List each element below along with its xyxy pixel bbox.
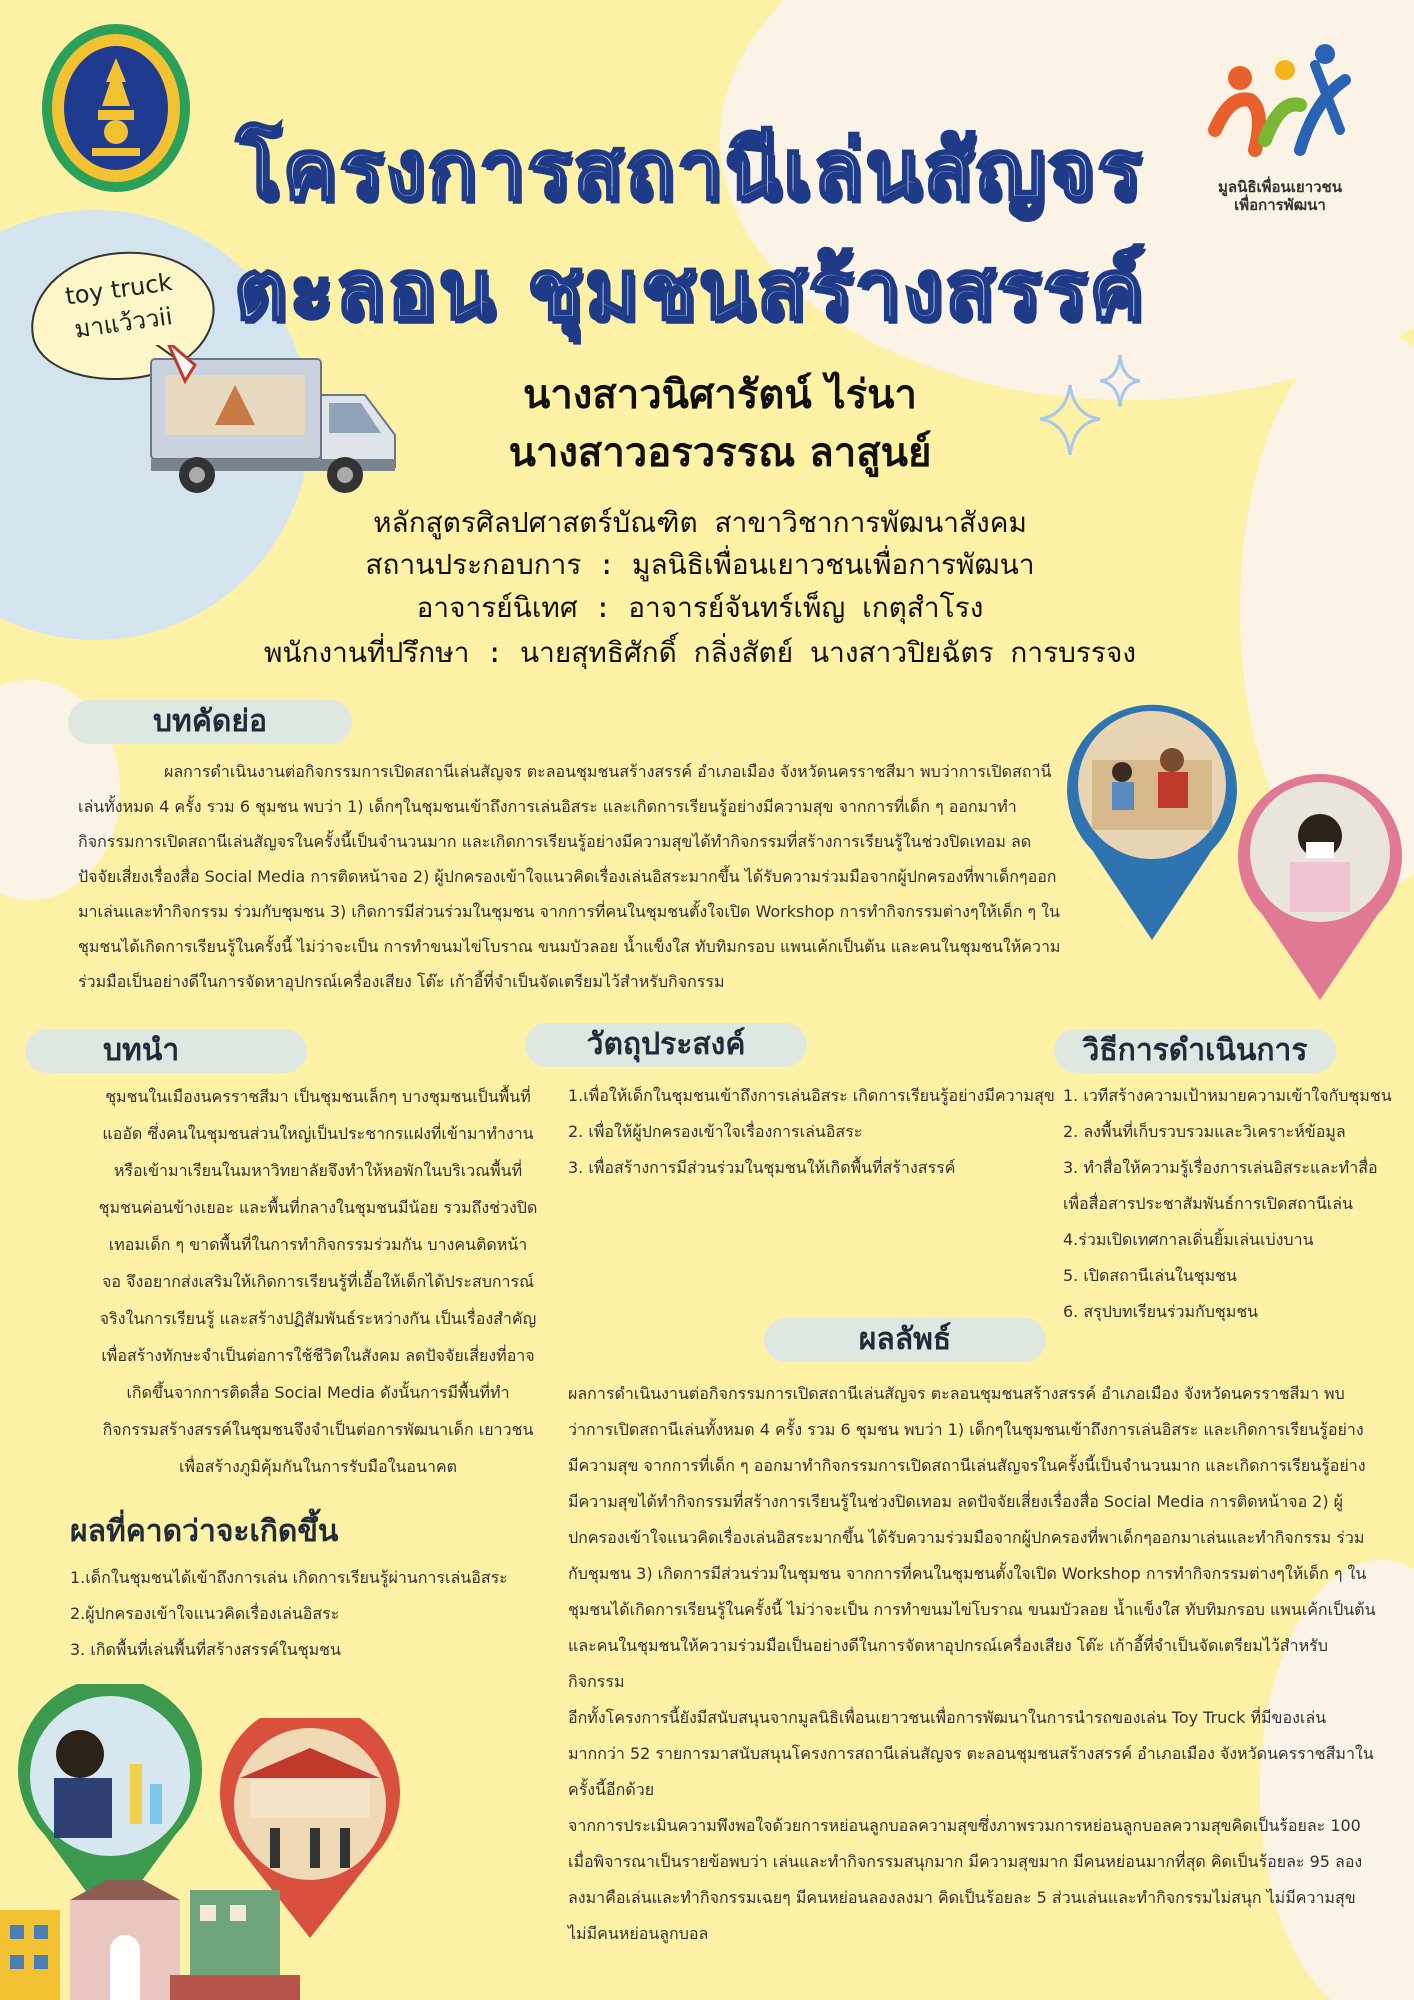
results-heading xyxy=(764,1318,1046,1362)
intro-line: ชุมชนในเมืองนครราชสีมา เป็นชุมชนเล็กๆ บางชุมชนเป็นพื้นที่ xyxy=(105,1087,531,1106)
methods-list xyxy=(1063,1078,1403,1330)
foundation-caption-line: เพื่อการพัฒนา xyxy=(1234,196,1326,214)
results-line: มากกว่า 52 รายการมาสนับสนุนโครงการสถานีเล่นสัญจร ตะลอนชุมชนสร้างสรรค์ อำเภอเมือง จังหวัดนครราชสีมาใน xyxy=(568,1744,1374,1763)
method-item: 2. ลงพื้นที่เก็บรวบรวมและวิเคราะห์ข้อมูล xyxy=(1063,1122,1346,1141)
abstract-line: ปัจจัยเสี่ยงเรื่องสื่อ Social Media การติดหน้าจอ 2) ผู้ปกครองเข้าใจแนวคิดเรื่องเล่นอิสระมากขึ้น ได้รับความร่วมมือจากผู้ปกครองที่พาเด็กๆออก xyxy=(78,867,1057,886)
intro-line: จริงในการเรียนรู้ และสร้างปฏิสัมพันธ์ระหว่างกัน เป็นเรื่องสำคัญ xyxy=(99,1309,537,1328)
results-line: และคนในชุมชนให้ความร่วมมือเป็นอย่างดีในการจัดหาอุปกรณ์เครื่องเสียง โต๊ะ เก้าอี้ที่จำเป็นจัดเตรียมไว้สำหรับ xyxy=(568,1636,1328,1655)
abstract-line: ร่วมมือเป็นอย่างดีในการจัดหาอุปกรณ์เครื่องเสียง โต๊ะ เก้าอี้ที่จำเป็นจัดเตรียมไว้สำหรับกิจกรรม xyxy=(78,972,725,991)
objective-item: 1.เพื่อให้เด็กในชุมชนเข้าถึงการเล่นอิสระ เกิดการเรียนรู้อย่างมีความสุข xyxy=(568,1086,1055,1105)
student-name: นางสาวนิศารัตน์ ไร่นา xyxy=(522,372,917,418)
abstract-text xyxy=(78,754,1078,999)
results-line: ไม่มีคนหย่อนลูกบอล xyxy=(568,1924,709,1943)
results-line: กับชุมชน 3) เกิดการมีส่วนร่วมในชุมชน จากการที่คนในชุมชนตั้งใจเปิด Workshop การทำกิจกรรมต่างๆให้เด็ก ๆ ใน xyxy=(568,1564,1367,1583)
results-line: อีกทั้งโครงการนี้ยังมีสนับสนุนจากมูลนิธิเพื่อนเยาวชนเพื่อการพัฒนาในการนำรถของเล่น Toy Truck ที่มีของเล่น xyxy=(568,1708,1327,1727)
objectives-heading xyxy=(525,1023,807,1067)
expected-list xyxy=(70,1560,540,1668)
intro-line: ชุมชนค่อนข้างเยอะ และพื้นที่กลางในชุมชนมีน้อย รวมถึงช่วงปิด xyxy=(98,1198,538,1217)
university-logo xyxy=(40,22,192,194)
workplace-info: สถานประกอบการ : มูลนิธิเพื่อนเยาวชนเพื่อการพัฒนา xyxy=(365,548,1035,581)
foundation-logo xyxy=(1190,40,1370,214)
foundation-logo-mark xyxy=(1205,40,1355,170)
results-line: ครั้งนี้อีกด้วย xyxy=(568,1780,655,1799)
method-item: 4.ร่วมเปิดเทศกาลเดิ่นยิ้มเล่นเบ่งบาน xyxy=(1063,1230,1314,1249)
mentor-info: พนักงานที่ปรึกษา : นายสุทธิศักดิ์ กลิ่งสัตย์ นางสาวปิยฉัตร การบรรจง xyxy=(263,636,1137,669)
expected-item: 1.เด็กในชุมชนได้เข้าถึงการเล่น เกิดการเรียนรู้ผ่านการเล่นอิสระ xyxy=(70,1568,508,1587)
objectives-list xyxy=(568,1078,1068,1186)
method-item: เพื่อสื่อสารประชาสัมพันธ์การเปิดสถานีเล่น xyxy=(1063,1194,1353,1213)
poster-title-line1: โครงการสถานีเล่นสัญจร xyxy=(236,123,1144,218)
method-item: 6. สรุปบทเรียนร่วมกับชุมชน xyxy=(1063,1302,1259,1321)
intro-text xyxy=(88,1078,548,1485)
photo-pin-pink xyxy=(1234,770,1406,1000)
intro-heading xyxy=(25,1029,307,1073)
bubble-line: มาแว้ววii xyxy=(72,302,175,344)
abstract-line: เล่นทั้งหมด 4 ครั้ง รวม 6 ชุมชน พบว่า 1) เด็กๆในชุมชนเข้าถึงการเล่นอิสระ และเกิดการเรียนรู้อย่างมีความสุข จากการที่เด็ก ๆ ออกมาทำ xyxy=(78,797,1017,816)
expected-item: 3. เกิดพื้นที่เล่นพื้นที่สร้างสรรค์ในชุมชน xyxy=(70,1640,341,1659)
method-item: 5. เปิดสถานีเล่นในชุมชน xyxy=(1063,1266,1237,1285)
photo-pin-blue xyxy=(1062,700,1242,940)
objective-item: 3. เพื่อสร้างการมีส่วนร่วมในชุมชนให้เกิดพื้นที่สร้างสรรค์ xyxy=(568,1158,956,1177)
student-name: นางสาวอรวรรณ ลาสูนย์ xyxy=(508,430,932,476)
results-line: ลงมาคือเล่นและทำกิจกรรมเฉยๆ มีคนหย่อนลองลงมา คิดเป็นร้อยละ 5 ส่วนเล่นและทำกิจกรรมไม่สนุก ไม่มีความสุข xyxy=(568,1888,1356,1907)
houses-illustration xyxy=(0,1880,300,2000)
results-line: มีความสุข จากการที่เด็ก ๆ ออกมาทำกิจกรรมการเปิดสถานีเล่นสัญจรในครั้งนี้เป็นจำนวนมาก และเกิดการเรียนรู้อย่าง xyxy=(568,1456,1366,1475)
poster-title-line2: ตะลอน ชุมชนสร้างสรรค์ xyxy=(234,243,1146,338)
objective-item: 2. เพื่อให้ผู้ปกครองเข้าใจเรื่องการเล่นอิสระ xyxy=(568,1122,863,1141)
intro-line: เกิดขึ้นจากการติดสื่อ Social Media ดังนั้นการมีพื้นที่ทำ xyxy=(126,1383,510,1402)
results-line: จากการประเมินความพึงพอใจด้วยการหย่อนลูกบอลความสุขซึ่งภาพรวมการหย่อนลูกบอลความสุขคิดเป็นร้อยละ 100 xyxy=(568,1816,1361,1835)
intro-line: เทอมเด็ก ๆ ขาดพื้นที่ในการทำกิจกรรมร่วมกัน บางคนติดหน้า xyxy=(108,1235,528,1254)
abstract-line: มาเล่นและทำกิจกรรม ร่วมกับชุมชน 3) เกิดการมีส่วนร่วมในชุมชน จากการที่คนในชุมชนตั้งใจเปิด Workshop การทำกิจกรรมต่างๆให้เด็ก ๆ ใน xyxy=(78,902,1060,921)
intro-line: กิจกรรมสร้างสรรค์ในชุมชนจึงจำเป็นต่อการพัฒนาเด็ก เยาวชน xyxy=(102,1420,534,1439)
results-line: มีความสุขได้ทำกิจกรรมที่สร้างการเรียนรู้ในช่วงปิดเทอม ลดปัจจัยเสี่ยงเรื่องสื่อ Social Media การติดหน้าจอ 2) ผู้ xyxy=(568,1492,1344,1511)
results-line: เมื่อพิจารณาเป็นรายข้อพบว่า เล่นและทำกิจกรรมสนุกมาก มีความสุขมาก มีคนหย่อนมากที่สุด คิดเป็นร้อยละ 95 ลอง xyxy=(568,1852,1363,1871)
method-item: 1. เวทีสร้างความเป้าหมายความเข้าใจกับชุมชน xyxy=(1063,1086,1392,1105)
expected-item: 2.ผู้ปกครองเข้าใจแนวคิดเรื่องเล่นอิสระ xyxy=(70,1604,340,1623)
methods-heading xyxy=(1054,1029,1336,1073)
results-heading-text: ผลลัพธ์ xyxy=(858,1322,952,1357)
abstract-heading-text: บทคัดย่อ xyxy=(153,704,267,739)
abstract-line: ชุมชนได้เกิดการเรียนรู้ในครั้งนี้ ไม่ว่าจะเป็น การทำขนมไข่โบราณ ขนมบัวลอย น้ำแข็งใส ทับทิมกรอบ แพนเค้กเป็นต้น และคนในชุมชนให้ความ xyxy=(78,937,1061,956)
abstract-line: กิจกรรมการเปิดสถานีเล่นสัญจรในครั้งนี้เป็นจำนวนมาก และเกิดการเรียนรู้อย่างมีความสุขได้ทำกิจกรรมที่สร้างการเรียนรู้ในช่วงปิดเทอม ลด xyxy=(78,832,1032,851)
intro-heading-text: บทนำ xyxy=(103,1033,180,1068)
methods-heading-text: วิธีการดำเนินการ xyxy=(1082,1033,1308,1068)
intro-line: หรือเข้ามาเรียนในมหาวิทยาลัยจึงทำให้หอพักในบริเวณพื้นที่ xyxy=(113,1161,523,1180)
bubble-line: toy truck xyxy=(63,267,174,311)
foundation-caption-line: มูลนิธิเพื่อนเยาวชน xyxy=(1218,178,1342,196)
intro-line: เพื่อสร้างภูมิคุ้มกันในการรับมือในอนาคต xyxy=(178,1457,458,1476)
results-line: ผลการดำเนินงานต่อกิจกรรมการเปิดสถานีเล่นสัญจร ตะลอนชุมชนสร้างสรรค์ อำเภอเมือง จังหวัดนครราชสีมา พบ xyxy=(568,1384,1345,1403)
results-text xyxy=(568,1376,1388,1952)
method-item: 3. ทำสื่อให้ความรู้เรื่องการเล่นอิสระและทำสื่อ xyxy=(1063,1158,1378,1177)
intro-line: แออัด ซึ่งคนในชุมชนส่วนใหญ่เป็นประชากรแฝงที่เข้ามาทำงาน xyxy=(102,1124,534,1143)
advisor-info: อาจารย์นิเทศ : อาจารย์จันทร์เพ็ญ เกตุสำโรง xyxy=(416,591,984,624)
intro-line: จอ จึงอยากส่งเสริมให้เกิดการเรียนรู้ที่เอื้อให้เด็กได้ประสบการณ์ xyxy=(102,1272,534,1291)
expected-heading: ผลที่คาดว่าจะเกิดขึ้น xyxy=(70,1514,339,1549)
results-line: ว่าการเปิดสถานีเล่นทั้งหมด 4 ครั้ง รวม 6 ชุมชน พบว่า 1) เด็กๆในชุมชนเข้าถึงการเล่นอิสระ และเกิดการเรียนรู้อย่าง xyxy=(568,1420,1364,1439)
objectives-heading-text: วัตถุประสงค์ xyxy=(586,1027,746,1062)
sparkle-icon xyxy=(1040,355,1140,465)
results-line: ชุมชนได้เกิดการเรียนรู้ในครั้งนี้ ไม่ว่าจะเป็น การทำขนมไข่โบราณ ขนมบัวลอย น้ำแข็งใส ทับทิมกรอบ แพนเค้กเป็นต้น xyxy=(568,1600,1376,1619)
results-line: กิจกรรม xyxy=(568,1672,625,1691)
intro-line: เพื่อสร้างทักษะจำเป็นต่อการใช้ชีวิตในสังคม ลดปัจจัยเสี่ยงที่อาจ xyxy=(101,1346,535,1365)
abstract-heading xyxy=(68,700,352,744)
results-line: ปกครองเข้าใจแนวคิดเรื่องเล่นอิสระมากขึ้น ได้รับความร่วมมือจากผู้ปกครองที่พาเด็กๆออกมาเล่นและทำกิจกรรม ร่วม xyxy=(568,1528,1365,1547)
abstract-line: ผลการดำเนินงานต่อกิจกรรมการเปิดสถานีเล่นสัญจร ตะลอนชุมชนสร้างสรรค์ อำเภอเมือง จังหวัดนครราชสีมา พบว่าการเปิดสถานี xyxy=(164,762,1052,781)
program-info: หลักสูตรศิลปศาสตร์บัณฑิต สาขาวิชาการพัฒนาสังคม xyxy=(373,506,1027,539)
